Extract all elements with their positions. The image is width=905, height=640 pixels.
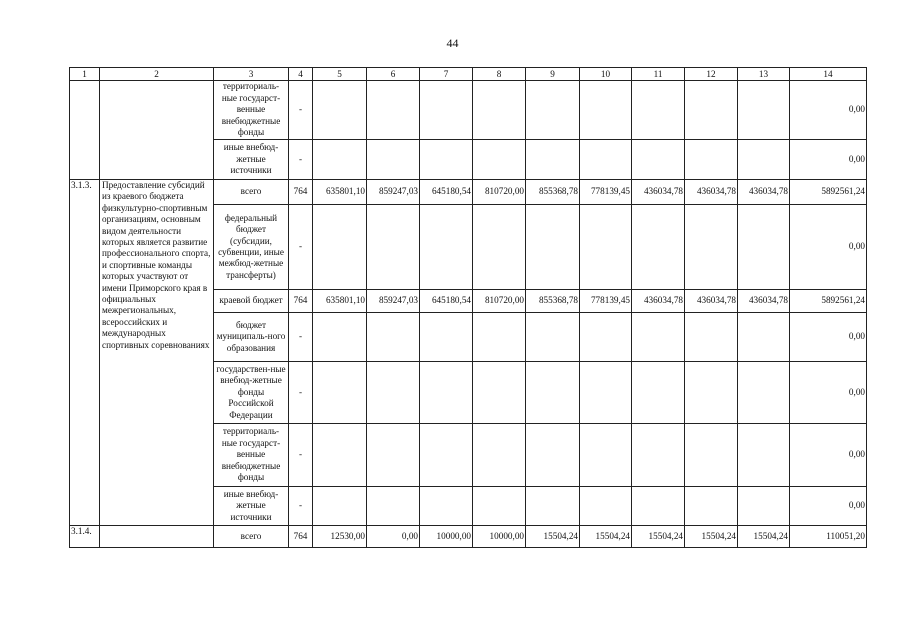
page-number: 44	[446, 36, 459, 50]
funding-source: иные внебюд-жетные источники	[214, 140, 289, 180]
column-number: 11	[632, 68, 685, 81]
total-cell: 5892561,24	[790, 180, 867, 205]
value-cell	[367, 81, 420, 140]
value-cell: 635801,10	[313, 180, 367, 205]
value-cell	[738, 362, 790, 424]
item-name	[100, 81, 214, 180]
table-row	[70, 180, 867, 205]
total-cell: 110051,20	[790, 526, 867, 548]
value-cell	[526, 140, 580, 180]
value-cell: 15504,24	[526, 526, 580, 548]
funding-source: иные внебюд-жетные источники	[214, 487, 289, 526]
item-number: 3.1.3.	[70, 180, 100, 526]
value-cell: 810720,00	[473, 180, 526, 205]
budget-code: 764	[289, 526, 313, 548]
value-cell	[632, 205, 685, 290]
funding-source: территориаль-ные государст-венные внебюджетные фонды	[214, 424, 289, 487]
funding-source: всего	[214, 526, 289, 548]
budget-code: 764	[289, 180, 313, 205]
value-cell: 15504,24	[580, 526, 632, 548]
value-cell	[526, 205, 580, 290]
value-cell	[367, 205, 420, 290]
value-cell: 12530,00	[313, 526, 367, 548]
total-cell: 0,00	[790, 362, 867, 424]
value-cell: 436034,78	[685, 180, 738, 205]
value-cell: 436034,78	[685, 290, 738, 313]
value-cell	[738, 424, 790, 487]
value-cell: 778139,45	[580, 290, 632, 313]
value-cell	[632, 424, 685, 487]
budget-code: -	[289, 140, 313, 180]
value-cell: 436034,78	[632, 180, 685, 205]
table-body	[70, 68, 867, 548]
funding-source: краевой бюджет	[214, 290, 289, 313]
budget-code: -	[289, 424, 313, 487]
value-cell	[685, 205, 738, 290]
total-cell: 0,00	[790, 140, 867, 180]
value-cell	[473, 140, 526, 180]
item-number: 3.1.4.	[70, 526, 100, 548]
value-cell: 810720,00	[473, 290, 526, 313]
budget-code: -	[289, 362, 313, 424]
value-cell	[313, 313, 367, 362]
value-cell	[367, 140, 420, 180]
value-cell	[632, 140, 685, 180]
column-number: 3	[214, 68, 289, 81]
value-cell	[313, 205, 367, 290]
value-cell	[580, 140, 632, 180]
value-cell	[420, 313, 473, 362]
budget-code: -	[289, 313, 313, 362]
value-cell: 0,00	[367, 526, 420, 548]
value-cell: 15504,24	[632, 526, 685, 548]
value-cell: 436034,78	[738, 180, 790, 205]
value-cell	[473, 362, 526, 424]
value-cell	[580, 487, 632, 526]
table-row	[70, 526, 867, 548]
value-cell: 635801,10	[313, 290, 367, 313]
value-cell: 859247,03	[367, 180, 420, 205]
funding-source: всего	[214, 180, 289, 205]
budget-code: -	[289, 81, 313, 140]
value-cell	[685, 313, 738, 362]
value-cell: 15504,24	[738, 526, 790, 548]
table-row	[70, 81, 867, 140]
value-cell	[420, 81, 473, 140]
funding-source: территориаль-ные государст-венные внебюджетные фонды	[214, 81, 289, 140]
funding-source: федеральный бюджет (субсидии, субвенции, иные межбюд-жетные трансферты)	[214, 205, 289, 290]
value-cell	[632, 81, 685, 140]
value-cell	[526, 487, 580, 526]
value-cell	[420, 424, 473, 487]
column-number: 12	[685, 68, 738, 81]
column-number: 2	[100, 68, 214, 81]
column-number: 10	[580, 68, 632, 81]
value-cell	[580, 81, 632, 140]
value-cell	[367, 487, 420, 526]
item-name	[100, 526, 214, 548]
value-cell	[313, 487, 367, 526]
value-cell	[473, 81, 526, 140]
value-cell	[526, 362, 580, 424]
value-cell	[367, 362, 420, 424]
value-cell	[420, 362, 473, 424]
value-cell	[420, 487, 473, 526]
item-number	[70, 81, 100, 180]
column-number: 6	[367, 68, 420, 81]
total-cell: 0,00	[790, 487, 867, 526]
value-cell	[738, 205, 790, 290]
value-cell: 855368,78	[526, 180, 580, 205]
value-cell	[473, 424, 526, 487]
value-cell	[526, 81, 580, 140]
value-cell	[580, 313, 632, 362]
value-cell	[473, 313, 526, 362]
total-cell: 0,00	[790, 313, 867, 362]
column-number: 5	[313, 68, 367, 81]
item-name: Предоставление субсидий из краевого бюджета физкультурно-спортивным организациям, основным видом деятельности которых является развитие профессионального спорта, и спортивные команды которых участвуют от имени Приморского края в официальных межрегиональных, всероссийских и международных спортивных соревнованиях	[100, 180, 214, 526]
value-cell	[526, 424, 580, 487]
value-cell	[632, 362, 685, 424]
value-cell	[313, 81, 367, 140]
value-cell	[738, 140, 790, 180]
value-cell	[685, 424, 738, 487]
value-cell: 436034,78	[632, 290, 685, 313]
total-cell: 0,00	[790, 205, 867, 290]
value-cell	[313, 362, 367, 424]
value-cell: 778139,45	[580, 180, 632, 205]
value-cell: 436034,78	[738, 290, 790, 313]
value-cell	[632, 487, 685, 526]
value-cell	[685, 140, 738, 180]
total-cell: 5892561,24	[790, 290, 867, 313]
column-number: 13	[738, 68, 790, 81]
value-cell: 10000,00	[473, 526, 526, 548]
value-cell	[738, 313, 790, 362]
value-cell: 10000,00	[420, 526, 473, 548]
column-number: 9	[526, 68, 580, 81]
value-cell	[367, 313, 420, 362]
value-cell: 855368,78	[526, 290, 580, 313]
value-cell: 645180,54	[420, 290, 473, 313]
column-number-row	[70, 68, 867, 81]
value-cell	[685, 487, 738, 526]
value-cell	[632, 313, 685, 362]
value-cell	[420, 140, 473, 180]
budget-code: -	[289, 487, 313, 526]
value-cell: 859247,03	[367, 290, 420, 313]
value-cell	[473, 487, 526, 526]
budget-code: 764	[289, 290, 313, 313]
value-cell	[738, 487, 790, 526]
column-number: 4	[289, 68, 313, 81]
column-number: 7	[420, 68, 473, 81]
value-cell	[313, 140, 367, 180]
column-number: 14	[790, 68, 867, 81]
budget-table	[69, 67, 867, 548]
value-cell	[526, 313, 580, 362]
value-cell	[580, 205, 632, 290]
value-cell	[473, 205, 526, 290]
value-cell	[580, 362, 632, 424]
total-cell: 0,00	[790, 81, 867, 140]
budget-code: -	[289, 205, 313, 290]
column-number: 1	[70, 68, 100, 81]
value-cell	[685, 81, 738, 140]
value-cell: 15504,24	[685, 526, 738, 548]
funding-source: бюджет муниципаль-ного образования	[214, 313, 289, 362]
funding-source: государствен-ные внебюд-жетные фонды Российской Федерации	[214, 362, 289, 424]
value-cell	[313, 424, 367, 487]
value-cell	[580, 424, 632, 487]
column-number: 8	[473, 68, 526, 81]
value-cell: 645180,54	[420, 180, 473, 205]
total-cell: 0,00	[790, 424, 867, 487]
value-cell	[367, 424, 420, 487]
value-cell	[738, 81, 790, 140]
value-cell	[420, 205, 473, 290]
value-cell	[685, 362, 738, 424]
